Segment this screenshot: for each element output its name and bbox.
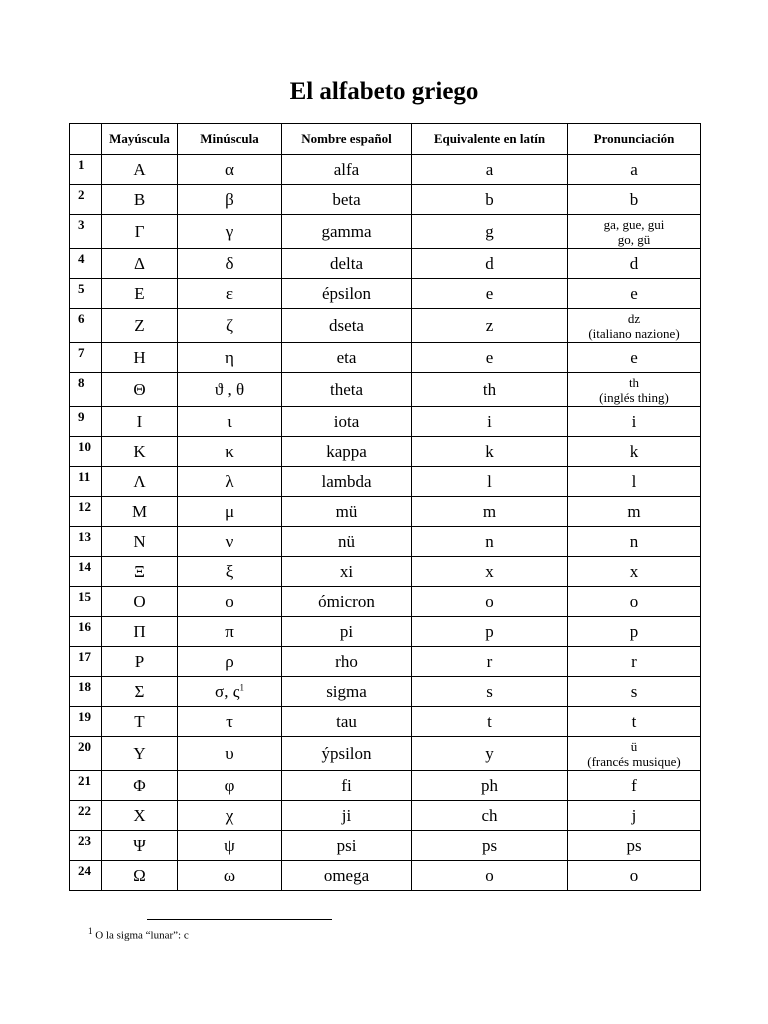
pronunciation: k [568,437,701,467]
uppercase-letter: Γ [102,215,178,249]
footnote-mark: 1 [88,926,93,936]
row-number: 14 [70,557,102,587]
spanish-name: mü [282,497,412,527]
pronunciation: r [568,647,701,677]
row-number: 2 [70,185,102,215]
footnote-text: O la sigma “lunar”: c [95,929,189,942]
row-number: 11 [70,467,102,497]
uppercase-letter: Υ [102,737,178,771]
pronunciation [568,737,701,771]
table-row [70,185,701,215]
uppercase-letter: Φ [102,771,178,801]
table-row [70,249,701,279]
latin-equivalent: m [412,497,568,527]
lowercase-letter: κ [178,437,282,467]
table-row [70,373,701,407]
header-lowercase: Minúscula [178,124,282,155]
uppercase-letter: Ξ [102,557,178,587]
latin-equivalent: p [412,617,568,647]
latin-equivalent: e [412,279,568,309]
header-latin-equivalent: Equivalente en latín [412,124,568,155]
pronunciation: e [568,343,701,373]
row-number: 22 [70,801,102,831]
table-row [70,677,701,707]
spanish-name: delta [282,249,412,279]
uppercase-letter: Ω [102,861,178,891]
table-row [70,557,701,587]
pronunciation: j [568,801,701,831]
lowercase-letter: χ [178,801,282,831]
lowercase-letter: η [178,343,282,373]
latin-equivalent: x [412,557,568,587]
spanish-name: gamma [282,215,412,249]
pronunciation: f [568,771,701,801]
spanish-name: dseta [282,309,412,343]
lowercase-letter: ι [178,407,282,437]
lowercase-letter: ϑ , θ [178,373,282,407]
row-number: 17 [70,647,102,677]
header-uppercase: Mayúscula [102,124,178,155]
uppercase-letter: Π [102,617,178,647]
spanish-name: rho [282,647,412,677]
uppercase-letter: Ο [102,587,178,617]
latin-equivalent: y [412,737,568,771]
spanish-name: pi [282,617,412,647]
pronunciation: l [568,467,701,497]
uppercase-letter: Ι [102,407,178,437]
pronunciation: x [568,557,701,587]
lowercase-letter [178,677,282,707]
latin-equivalent: ph [412,771,568,801]
pronunciation: m [568,497,701,527]
table-row [70,437,701,467]
spanish-name: alfa [282,155,412,185]
spanish-name: fi [282,771,412,801]
lowercase-letter-text: σ, ς [215,681,240,701]
pronunciation-line-2: (inglés thing) [599,389,669,405]
row-number: 20 [70,737,102,771]
table-row [70,343,701,373]
pronunciation [568,215,701,249]
table-row [70,647,701,677]
pronunciation: o [568,587,701,617]
uppercase-letter: Β [102,185,178,215]
table-row [70,737,701,771]
pronunciation: i [568,407,701,437]
pronunciation: b [568,185,701,215]
row-number: 4 [70,249,102,279]
uppercase-letter: Ν [102,527,178,557]
latin-equivalent: k [412,437,568,467]
table-row [70,617,701,647]
row-number: 6 [70,309,102,343]
table-row [70,309,701,343]
row-number: 12 [70,497,102,527]
row-number: 19 [70,707,102,737]
table-header-row [70,124,701,155]
table-row [70,771,701,801]
pronunciation-line-1: th [628,374,640,390]
lowercase-letter: δ [178,249,282,279]
greek-alphabet-table [69,123,701,891]
pronunciation: t [568,707,701,737]
latin-equivalent: a [412,155,568,185]
uppercase-letter: Ψ [102,831,178,861]
uppercase-letter: Α [102,155,178,185]
uppercase-letter: Λ [102,467,178,497]
spanish-name: ómicron [282,587,412,617]
uppercase-letter: Σ [102,677,178,707]
pronunciation-line-1: ga, gue, gui [603,216,665,232]
header-pronunciation: Pronunciación [568,124,701,155]
latin-equivalent: n [412,527,568,557]
row-number: 23 [70,831,102,861]
row-number: 3 [70,215,102,249]
lowercase-letter: ρ [178,647,282,677]
table-row [70,279,701,309]
lowercase-letter: ο [178,587,282,617]
lowercase-letter: φ [178,771,282,801]
lowercase-letter: ω [178,861,282,891]
pronunciation-line-1: ü [630,738,638,754]
lowercase-letter: π [178,617,282,647]
row-number: 8 [70,373,102,407]
latin-equivalent: e [412,343,568,373]
row-number: 16 [70,617,102,647]
pronunciation: a [568,155,701,185]
table-row [70,467,701,497]
spanish-name: xi [282,557,412,587]
spanish-name: ýpsilon [282,737,412,771]
table-row [70,861,701,891]
latin-equivalent: l [412,467,568,497]
row-number: 15 [70,587,102,617]
lowercase-letter: λ [178,467,282,497]
pronunciation-line-2: (italiano nazione) [588,325,680,341]
latin-equivalent: th [412,373,568,407]
row-number: 21 [70,771,102,801]
pronunciation-line-2: go, gü [617,231,651,247]
uppercase-letter: Χ [102,801,178,831]
pronunciation [568,373,701,407]
pronunciation-line-1: dz [627,310,641,326]
latin-equivalent: g [412,215,568,249]
pronunciation: p [568,617,701,647]
pronunciation: d [568,249,701,279]
table-row [70,497,701,527]
latin-equivalent: z [412,309,568,343]
spanish-name: épsilon [282,279,412,309]
lowercase-letter: β [178,185,282,215]
spanish-name: nü [282,527,412,557]
table-row [70,707,701,737]
latin-equivalent: o [412,861,568,891]
uppercase-letter: Μ [102,497,178,527]
row-number: 24 [70,861,102,891]
row-number: 10 [70,437,102,467]
table-row [70,155,701,185]
table-row [70,831,701,861]
pronunciation [568,309,701,343]
uppercase-letter: Κ [102,437,178,467]
lowercase-letter: ψ [178,831,282,861]
spanish-name: psi [282,831,412,861]
pronunciation: e [568,279,701,309]
uppercase-letter: Θ [102,373,178,407]
row-number: 9 [70,407,102,437]
lowercase-letter: ξ [178,557,282,587]
spanish-name: ji [282,801,412,831]
lowercase-letter: α [178,155,282,185]
spanish-name: beta [282,185,412,215]
pronunciation: n [568,527,701,557]
table-row [70,215,701,249]
spanish-name: theta [282,373,412,407]
latin-equivalent: o [412,587,568,617]
lowercase-letter: τ [178,707,282,737]
table-row [70,527,701,557]
spanish-name: lambda [282,467,412,497]
latin-equivalent: ch [412,801,568,831]
row-number: 7 [70,343,102,373]
spanish-name: sigma [282,677,412,707]
row-number: 18 [70,677,102,707]
latin-equivalent: i [412,407,568,437]
latin-equivalent: t [412,707,568,737]
lowercase-letter: γ [178,215,282,249]
row-number: 1 [70,155,102,185]
spanish-name: eta [282,343,412,373]
spanish-name: omega [282,861,412,891]
lowercase-letter: ζ [178,309,282,343]
table-row [70,587,701,617]
uppercase-letter: Τ [102,707,178,737]
latin-equivalent: r [412,647,568,677]
pronunciation-line-2: (francés musique) [587,753,681,769]
latin-equivalent: b [412,185,568,215]
latin-equivalent: d [412,249,568,279]
lowercase-letter: υ [178,737,282,771]
footnote-reference: 1 [239,681,244,692]
pronunciation: s [568,677,701,707]
spanish-name: iota [282,407,412,437]
header-spanish-name: Nombre español [282,124,412,155]
table-row [70,801,701,831]
footnote [88,926,189,942]
header-number [70,124,102,155]
uppercase-letter: Ρ [102,647,178,677]
uppercase-letter: Δ [102,249,178,279]
pronunciation: o [568,861,701,891]
page-title: El alfabeto griego [289,78,479,105]
uppercase-letter: Η [102,343,178,373]
spanish-name: tau [282,707,412,737]
uppercase-letter: Ε [102,279,178,309]
lowercase-letter: ν [178,527,282,557]
lowercase-letter: μ [178,497,282,527]
pronunciation: ps [568,831,701,861]
spanish-name: kappa [282,437,412,467]
footnote-separator [147,919,332,920]
latin-equivalent: ps [412,831,568,861]
row-number: 13 [70,527,102,557]
uppercase-letter: Ζ [102,309,178,343]
lowercase-letter: ε [178,279,282,309]
row-number: 5 [70,279,102,309]
table-row [70,407,701,437]
latin-equivalent: s [412,677,568,707]
